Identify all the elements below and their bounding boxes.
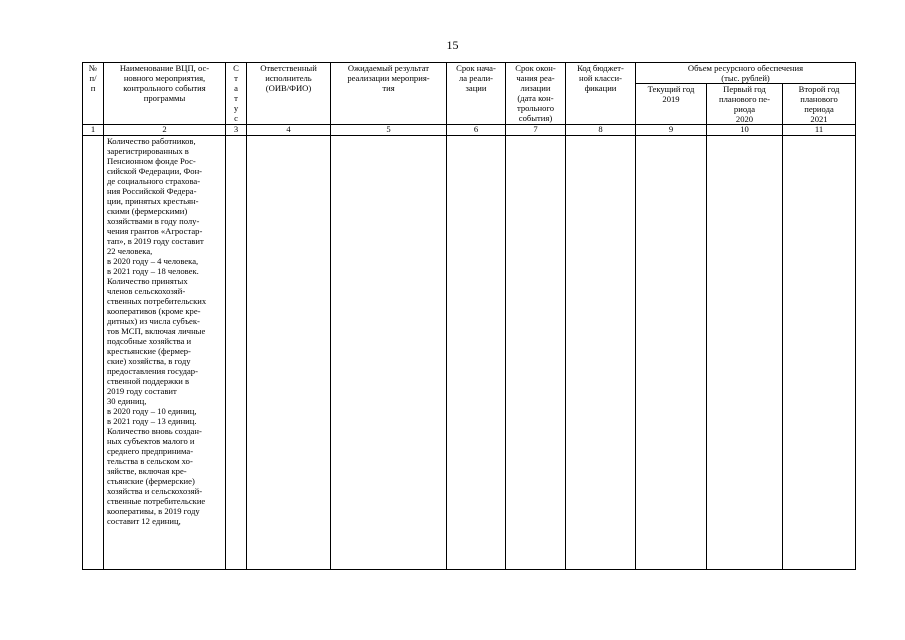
header-line: 2019 — [662, 94, 680, 104]
header-resource-group — [636, 63, 856, 84]
header-name — [104, 63, 226, 125]
header-line: чания реа- — [516, 73, 555, 83]
description-line: Пенсионном фонде Рос- — [107, 156, 196, 166]
column-number: 9 — [636, 125, 707, 136]
header-budget-code — [566, 63, 636, 125]
header-line: Ответственный — [260, 63, 317, 73]
header-status — [226, 63, 247, 125]
header-line: Наименование ВЦП, ос- — [119, 63, 210, 73]
row-description — [104, 136, 226, 570]
description-line: ские) хозяйства, в году — [107, 356, 191, 366]
column-number: 3 — [226, 125, 247, 136]
description-line: среднего предпринима- — [107, 446, 194, 456]
header-line: № — [88, 63, 98, 73]
resource-table — [82, 62, 856, 570]
description-line: тов МСП, включая личные — [107, 326, 206, 336]
description-line: зяйстве, включая кре- — [107, 466, 187, 476]
header-line: Текущий год — [647, 84, 695, 94]
header-line: реализации мероприя- — [347, 73, 430, 83]
description-line: подсобные хозяйства и — [107, 336, 192, 346]
header-line: исполнитель — [265, 73, 312, 83]
header-line: (дата кон- — [517, 93, 554, 103]
row-first-plan-year-cell — [707, 136, 783, 570]
header-responsible — [247, 63, 331, 125]
column-number: 4 — [247, 125, 331, 136]
header-line: п/ — [89, 73, 97, 83]
header-line: 2021 — [810, 114, 828, 124]
header-number — [83, 63, 104, 125]
header-line: (тыс. рублей) — [721, 73, 770, 83]
row-end-date-cell — [506, 136, 566, 570]
header-line: С — [233, 63, 239, 73]
header-line: т — [234, 93, 238, 103]
header-line: зации — [465, 83, 487, 93]
header-line: события) — [518, 113, 553, 123]
row-start-date-cell — [447, 136, 506, 570]
row-number-cell — [83, 136, 104, 570]
description-line: тап», в 2019 году составит — [107, 236, 204, 246]
row-current-year-cell — [636, 136, 707, 570]
description-line: чения грантов «Агростар- — [107, 226, 203, 236]
header-line: Объем ресурсного обеспечения — [687, 63, 804, 73]
column-number: 8 — [566, 125, 636, 136]
description-line: в 2021 году – 18 человек. — [107, 266, 199, 276]
description-line: 22 человека, — [107, 246, 153, 256]
header-line: а — [234, 83, 238, 93]
column-number: 5 — [331, 125, 447, 136]
header-line: фикации — [584, 83, 617, 93]
description-line: составит 12 единиц, — [107, 516, 181, 526]
header-line: п — [90, 83, 96, 93]
header-line: ной класси- — [578, 73, 622, 83]
header-end-date — [506, 63, 566, 125]
header-line: т — [234, 73, 238, 83]
description-line: предоставления государ- — [107, 366, 198, 376]
description-line: хозяйствами в году полу- — [107, 216, 200, 226]
table-row — [83, 136, 856, 570]
description-line: стьянские (фермерские) — [107, 476, 195, 486]
header-line: (ОИВ/ФИО) — [265, 83, 312, 93]
column-number: 1 — [83, 125, 104, 136]
header-expected-result — [331, 63, 447, 125]
header-line: Код бюджет- — [577, 63, 624, 73]
header-line: Срок нача- — [456, 63, 496, 73]
description-line: ных субъектов малого и — [107, 436, 195, 446]
row-responsible-cell — [247, 136, 331, 570]
header-second-plan-year — [783, 84, 856, 125]
header-line: периода — [804, 104, 834, 114]
header-start-date — [447, 63, 506, 125]
description-line: ции, принятых крестьян- — [107, 196, 199, 206]
header-line: контрольного события — [123, 83, 206, 93]
description-line: 30 единиц, — [107, 396, 147, 406]
header-line: Второй год — [798, 84, 840, 94]
header-line: программы — [143, 93, 186, 103]
column-number: 7 — [506, 125, 566, 136]
row-expected-result-cell — [331, 136, 447, 570]
description-line: в 2020 году – 10 единиц, — [107, 406, 197, 416]
description-line: 2019 году составит — [107, 386, 177, 396]
header-line: Первый год — [723, 84, 766, 94]
description-line: зарегистрированных в — [107, 146, 189, 156]
description-line: сийской Федерации, Фон- — [107, 166, 203, 176]
description-line: ния Российской Федера- — [107, 186, 197, 196]
description-line: ственной поддержки в — [107, 376, 190, 386]
description-line: в 2021 году – 13 единиц. — [107, 416, 197, 426]
description-line: Количество принятых — [107, 276, 188, 286]
header-line: риода — [733, 104, 756, 114]
description-line: в 2020 году – 4 человека, — [107, 256, 199, 266]
header-line: Ожидаемый результат — [347, 63, 430, 73]
column-number: 2 — [104, 125, 226, 136]
description-line: тельства в сельском хо- — [107, 456, 193, 466]
column-number: 11 — [783, 125, 856, 136]
page-number: 15 — [446, 38, 459, 52]
header-line: ла реали- — [458, 73, 494, 83]
description-line: ственные потребительские — [107, 496, 206, 506]
column-number: 10 — [707, 125, 783, 136]
description-line: ственных потребительских — [107, 296, 207, 306]
header-line: планового пе- — [719, 94, 770, 104]
description-line: кооперативы, в 2019 году — [107, 506, 200, 516]
header-line: тия — [382, 83, 395, 93]
row-status-cell — [226, 136, 247, 570]
header-first-plan-year — [707, 84, 783, 125]
row-second-plan-year-cell — [783, 136, 856, 570]
header-line: планового — [800, 94, 838, 104]
description-line: членов сельскохозяй- — [107, 286, 186, 296]
description-line: Количество работников, — [107, 136, 196, 146]
description-line: дитных) из числа субъек- — [107, 316, 200, 326]
description-line: кооперативов (кроме кре- — [107, 306, 201, 316]
column-number: 6 — [447, 125, 506, 136]
header-line: 2020 — [735, 114, 754, 124]
description-line: де социального страхова- — [107, 176, 201, 186]
header-line: Срок окон- — [515, 63, 556, 73]
header-current-year — [636, 84, 707, 125]
header-line: новного мероприятия, — [123, 73, 206, 83]
header-line: лизации — [520, 83, 551, 93]
description-line: крестьянские (фермер- — [107, 346, 191, 356]
header-line: трольного — [516, 103, 555, 113]
column-number-row — [83, 125, 856, 136]
description-line: Количество вновь создан- — [107, 426, 202, 436]
description-line: скими (фермерскими) — [107, 206, 188, 216]
header-line: у — [233, 103, 239, 113]
header-line: с — [234, 113, 238, 123]
description-line: хозяйства и сельскохозяй- — [107, 486, 203, 496]
row-budget-code-cell — [566, 136, 636, 570]
